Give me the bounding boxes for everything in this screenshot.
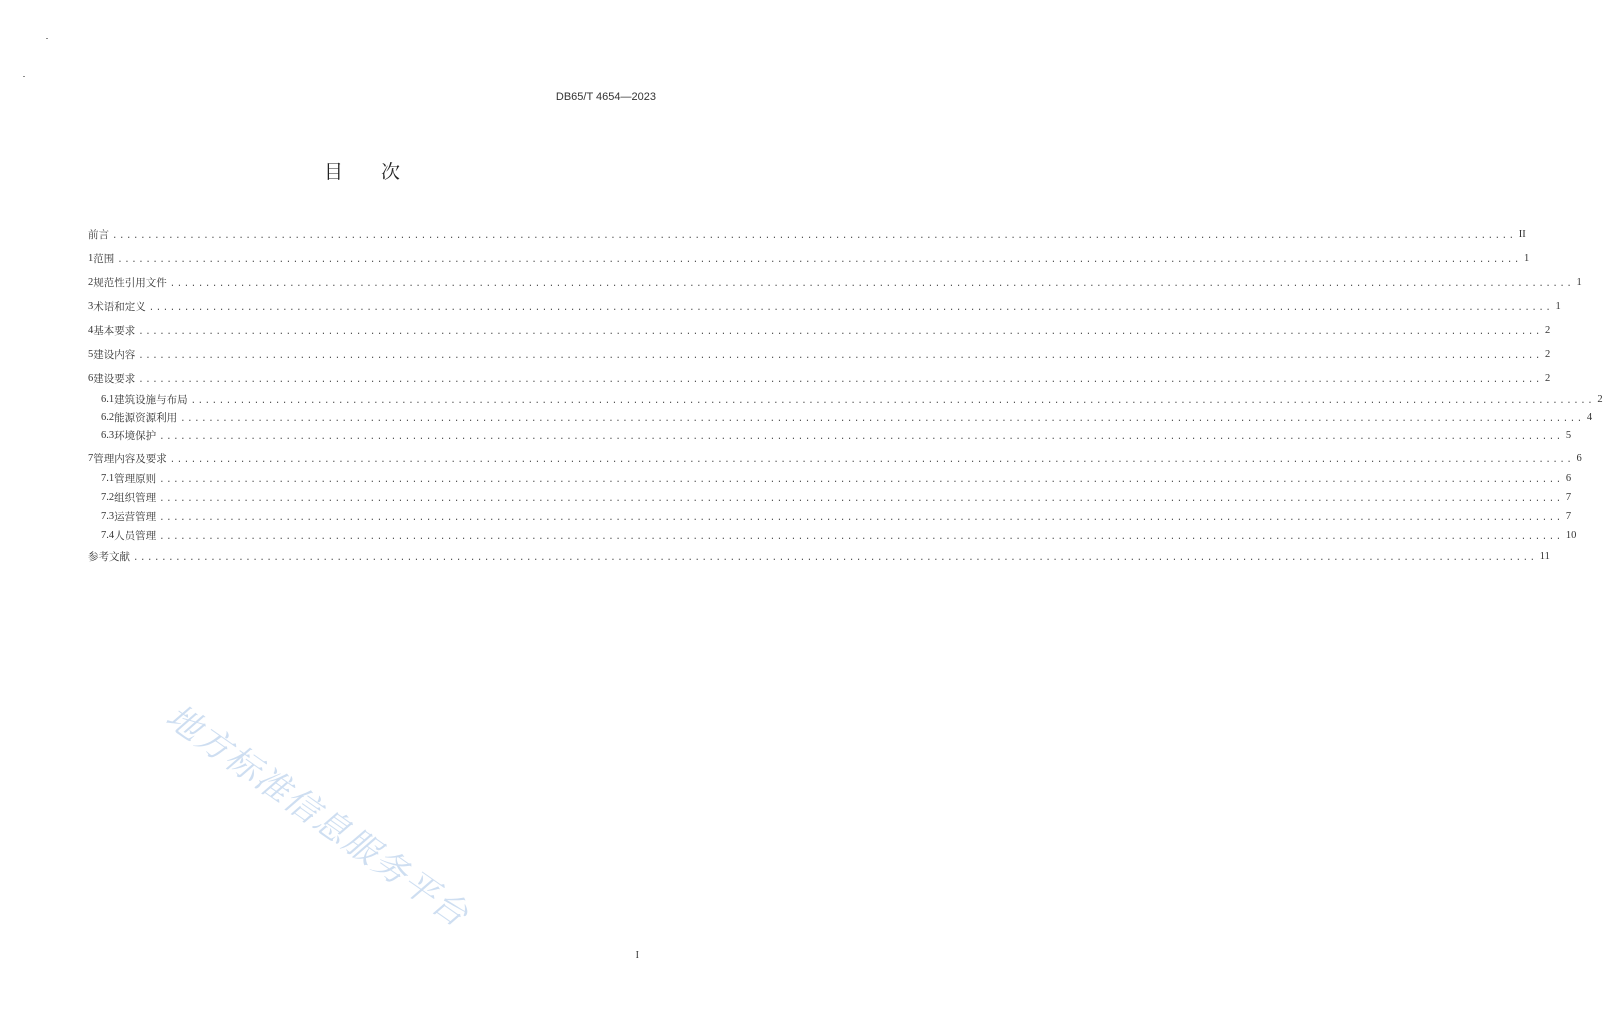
page-number: I [635, 950, 639, 961]
toc-entry-label: 前言 [88, 229, 109, 241]
toc-entry-number: 2 [88, 277, 94, 288]
toc-entry-leader-dots: ........................................................................................................................................................................................................ [159, 494, 1563, 504]
toc-entry[interactable] [101, 393, 1603, 407]
toc-entry-leader-dots: ........................................................................................................................................................................................................ [159, 475, 1563, 485]
toc-entry-label: 参考文献 [88, 551, 130, 563]
toc-entry-label: 术语和定义 [93, 301, 146, 313]
toc-entry[interactable] [88, 228, 1526, 242]
toc-entry-page: 2 [1597, 394, 1603, 405]
toc-entry-number: 6.2 [101, 412, 115, 423]
toc-entry-label: 建筑设施与布局 [114, 394, 188, 406]
toc-entry[interactable] [101, 491, 1572, 505]
toc-entry-leader-dots: ........................................................................................................................................................................................................ [159, 532, 1563, 542]
scan-speck [23, 76, 25, 77]
toc-entry-leader-dots: ........................................................................................................................................................................................................ [148, 303, 1553, 313]
toc-entry-number: 7.3 [101, 511, 115, 522]
scan-speck [46, 38, 48, 39]
toc-entry-leader-dots: ........................................................................................................................................................................................................ [159, 432, 1563, 442]
toc-entry[interactable] [101, 529, 1577, 543]
toc-entry-page: 7 [1565, 511, 1572, 522]
toc-entry-leader-dots: ........................................................................................................................................................................................................ [138, 375, 1542, 385]
toc-entry-number: 4 [88, 325, 94, 336]
toc-entry-label: 管理原则 [114, 473, 157, 485]
toc-entry-leader-dots: ........................................................................................................................................................................................................ [138, 351, 1542, 361]
watermark: 地方标准信息服务平台 [158, 696, 477, 936]
toc-entry-page: 6 [1565, 473, 1572, 484]
toc-entry[interactable] [88, 276, 1582, 290]
toc-entry-page: 5 [1565, 430, 1572, 441]
toc-entry[interactable] [88, 252, 1530, 266]
toc-entry[interactable] [88, 452, 1582, 466]
toc-entry-number: 6.3 [101, 430, 115, 441]
toc-entry-number: 7.1 [101, 473, 115, 484]
toc-entry-leader-dots: ........................................................................................................................................................................................................ [190, 396, 1595, 406]
toc-entry-leader-dots: ........................................................................................................................................................................................................ [138, 327, 1542, 337]
toc-entry-label: 能源资源利用 [114, 412, 178, 424]
toc-entry-page: 1 [1555, 301, 1561, 312]
toc-entry-number: 5 [88, 349, 94, 360]
toc-entry-page: 4 [1586, 412, 1593, 423]
page-title: 目次 [323, 161, 438, 183]
toc-entry-page: 1 [1576, 277, 1582, 288]
toc-entry-label: 建设要求 [93, 373, 136, 385]
toc-entry-label: 基本要求 [93, 325, 136, 337]
toc-entry[interactable] [88, 372, 1551, 386]
toc-entry-leader-dots: ........................................................................................................................................................................................................ [117, 255, 1521, 265]
toc-entry-page: 6 [1576, 453, 1582, 464]
toc-entry-leader-dots: ........................................................................................................................................................................................................ [169, 279, 1574, 289]
toc-entry[interactable] [88, 300, 1561, 314]
toc-entry-page: 2 [1544, 349, 1551, 360]
toc-entry[interactable] [101, 510, 1572, 524]
toc-entry-leader-dots: ........................................................................................................................................................................................................ [112, 231, 1516, 241]
toc-entry[interactable] [101, 472, 1572, 486]
toc-entry-page: 2 [1544, 325, 1551, 336]
toc-entry-page: 7 [1565, 492, 1572, 503]
toc-entry-label: 运营管理 [114, 511, 157, 523]
toc-entry-page: 10 [1565, 530, 1577, 541]
toc-entry-number: 7.4 [101, 530, 115, 541]
toc-entry[interactable] [88, 324, 1551, 338]
toc-entry-page: 2 [1544, 373, 1551, 384]
toc-entry[interactable] [101, 411, 1593, 425]
toc-entry-label: 建设内容 [93, 349, 136, 361]
toc-entry-label: 范围 [93, 253, 115, 265]
toc-entry-leader-dots: ........................................................................................................................................................................................................ [180, 414, 1584, 424]
toc-entry-page: 11 [1539, 551, 1550, 562]
toc-entry-leader-dots: ........................................................................................................................................................................................................ [133, 553, 1537, 563]
document-code: DB65/T 4654—2023 [555, 91, 656, 103]
toc-entry-number: 1 [88, 253, 94, 264]
toc-entry-label: 环境保护 [114, 430, 157, 442]
toc-entry-label: 管理内容及要求 [93, 453, 167, 465]
toc-entry[interactable] [101, 429, 1572, 443]
toc-entry[interactable] [88, 550, 1550, 564]
toc-entry-page: II [1518, 229, 1526, 240]
toc-entry-label: 规范性引用文件 [93, 277, 167, 289]
toc-entry-number: 7.2 [101, 492, 115, 503]
toc-entry-number: 6 [88, 373, 94, 384]
toc-entry-label: 人员管理 [114, 530, 157, 542]
toc-entry-number: 6.1 [101, 394, 115, 405]
toc-entry-number: 3 [88, 301, 94, 312]
toc-entry-leader-dots: ........................................................................................................................................................................................................ [159, 513, 1563, 523]
toc-entry-number: 7 [88, 453, 94, 464]
toc-entry-page: 1 [1523, 253, 1530, 264]
toc-entry-leader-dots: ........................................................................................................................................................................................................ [169, 455, 1574, 465]
toc-entry[interactable] [88, 348, 1551, 362]
toc-entry-label: 组织管理 [114, 492, 157, 504]
